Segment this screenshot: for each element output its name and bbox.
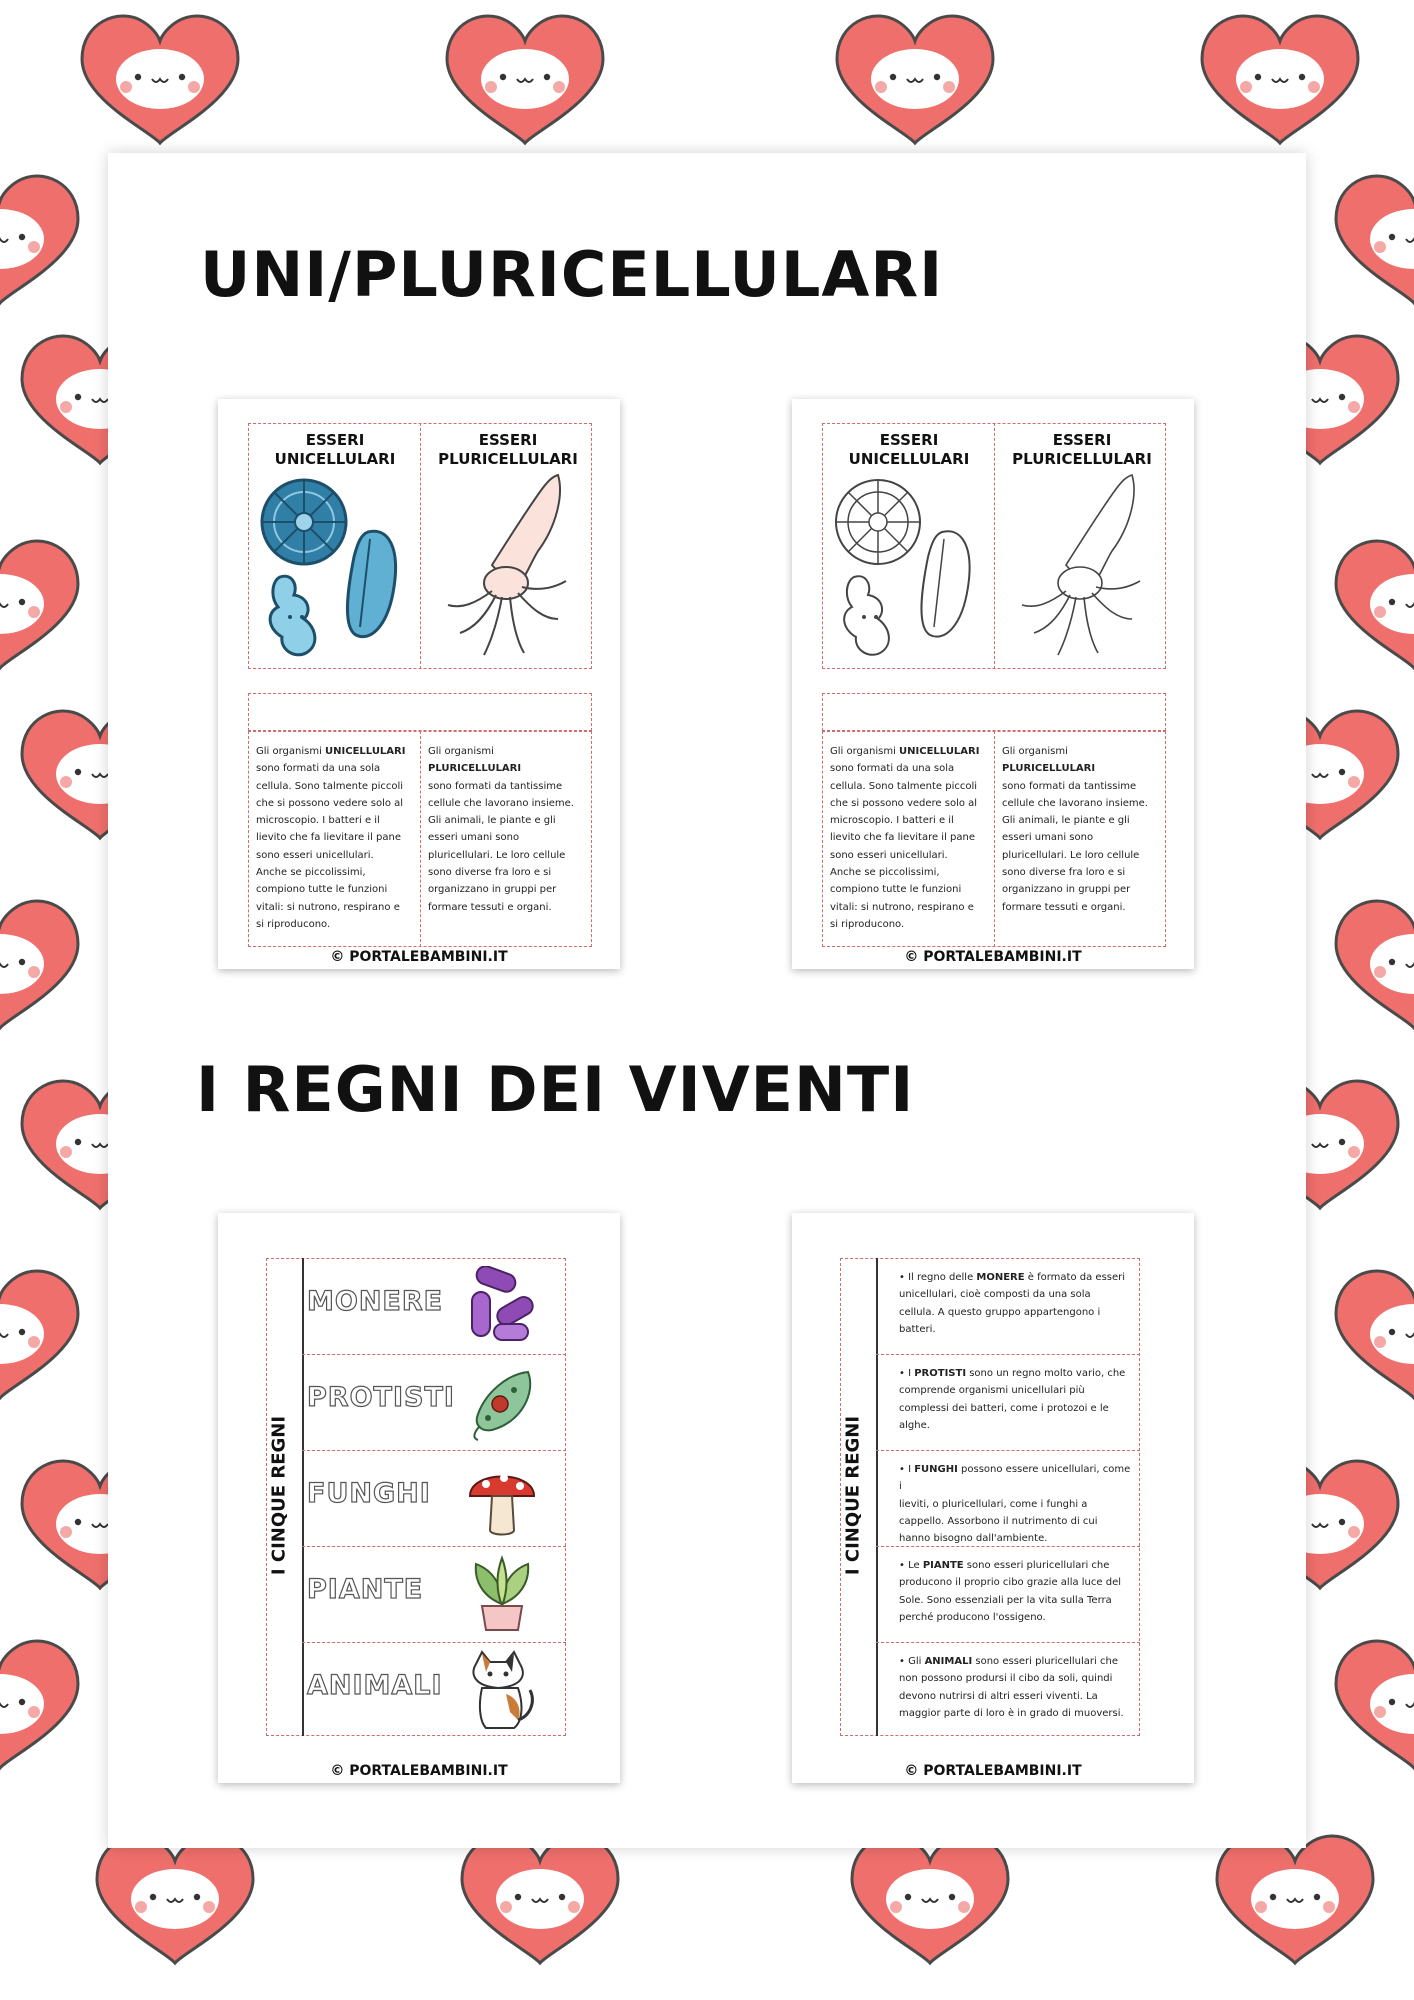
text-line: compiono tutte le funzioni (256, 884, 388, 896)
text-line: che si possono vedere solo al (256, 797, 404, 809)
pluricellular-description (428, 743, 590, 916)
section-title-cells: UNI/PLURICELLULARI (200, 238, 944, 311)
unicellular-organisms-illustration (258, 477, 414, 663)
bold-term: PLURICELLULARI (428, 763, 522, 775)
bold-term: MONERE (976, 1272, 1025, 1283)
unicellular-description (830, 743, 992, 933)
text-line: microscopio. I batteri e il (830, 815, 954, 827)
unicellular-title: ESSERI UNICELLULARI (848, 431, 970, 468)
text-line: unicellulari, cioè composti da una sola (899, 1289, 1091, 1301)
bold-term: UNICELLULARI (899, 746, 980, 757)
text-line: Gli organismi PLURICELLULARI (1002, 746, 1096, 775)
text-line: Anche se piccolissimi, (256, 867, 366, 879)
text-line: cellule che lavorano insieme. (1002, 797, 1148, 809)
text-line: cellula. Sono talmente piccoli (256, 780, 404, 792)
bold-term: UNICELLULARI (325, 746, 406, 757)
text-line: Gli organismi PLURICELLULARI (428, 746, 522, 775)
text-line: Gli organismi UNICELLULARI (830, 746, 980, 757)
text-line: esseri umani sono (428, 832, 520, 844)
unicellular-description (256, 743, 418, 933)
cell-card-color (218, 399, 620, 969)
kingdom-row-monere (303, 1258, 548, 1354)
text-line: cellula. A questo gruppo appartengono i (899, 1306, 1101, 1318)
text-line: vitali: si nutrono, respirano e (830, 901, 974, 913)
section-title-kingdoms: I REGNI DEI VIVENTI (196, 1053, 915, 1126)
text-line: cappello. Assorbono il nutrimento di cui (899, 1515, 1098, 1527)
text-line: cellula. Sono talmente piccoli (830, 780, 978, 792)
text-line: microscopio. I batteri e il (256, 815, 380, 827)
bold-term: PIANTE (922, 1560, 964, 1571)
description-animali (899, 1653, 1131, 1722)
text-line: vitali: si nutrono, respirano e (256, 901, 400, 913)
text-line: hanno bisogno dall'ambiente. (899, 1533, 1048, 1545)
cell-card-outline (792, 399, 1194, 969)
unicellular-title: ESSERI UNICELLULARI (274, 431, 396, 468)
description-piante (899, 1557, 1131, 1626)
text-line: producono il proprio cibo grazie alla luce del (899, 1577, 1122, 1589)
text-line: sono diverse fra loro e si (428, 867, 552, 879)
text-line: Sole. Sono essenziali per la vita sulla Terra (899, 1594, 1112, 1606)
text-line: non possono prodursi il cibo da soli, quindi (899, 1673, 1113, 1685)
unicellular-organisms-outline-illustration (832, 477, 988, 663)
text-line: sono formati da una sola (256, 763, 381, 775)
kingdom-name: MONERE (307, 1286, 444, 1317)
text-line: Gli animali, le piante e gli (1002, 815, 1130, 827)
text-line: lieviti, o pluricellulari, come i funghi a (899, 1498, 1088, 1510)
pluricellular-description (1002, 743, 1164, 916)
pluricellular-title: ESSERI PLURICELLULARI (438, 431, 578, 468)
text-line: • Gli ANIMALI sono esseri pluricellulari che (899, 1656, 1118, 1667)
description-protisti (899, 1365, 1131, 1434)
kingdom-row-protisti (303, 1354, 548, 1450)
squid-outline-illustration (1014, 469, 1154, 663)
text-line: devono nutrirsi di altri esseri viventi. La (899, 1690, 1098, 1702)
text-line: compiono tutte le funzioni (830, 884, 962, 896)
text-line: Anche se piccolissimi, (830, 867, 940, 879)
text-line: sono formati da tantissime (1002, 780, 1137, 792)
text-line: esseri umani sono (1002, 832, 1094, 844)
kingdom-name: PIANTE (307, 1574, 424, 1605)
text-line: Gli animali, le piante e gli (428, 815, 556, 827)
side-label-five-kingdoms: I CINQUE REGNI (842, 1415, 864, 1576)
text-line: lievito che fa lievitare il pane (256, 832, 401, 844)
text-line: • I FUNGHI possono essere unicellulari, come i (899, 1464, 1131, 1493)
plant-icon (466, 1554, 538, 1634)
kingdom-name: ANIMALI (307, 1670, 443, 1701)
text-line: • I PROTISTI sono un regno molto vario, che (899, 1368, 1126, 1379)
text-line: cellule che lavorano insieme. (428, 797, 574, 809)
bold-term: FUNGHI (914, 1464, 958, 1475)
text-line: organizzano in gruppi per (1002, 884, 1131, 896)
text-line: comprende organismi unicellulari più (899, 1385, 1085, 1397)
kingdoms-card-descriptions (792, 1213, 1194, 1783)
copyright-footer: © PORTALEBAMBINI.IT (330, 949, 508, 965)
copyright-footer: © PORTALEBAMBINI.IT (904, 949, 1082, 965)
squid-illustration (440, 469, 580, 663)
bacteria-icon (466, 1266, 538, 1346)
text-line: che si possono vedere solo al (830, 797, 978, 809)
bold-term: PLURICELLULARI (1002, 763, 1096, 775)
worksheet-page (108, 153, 1306, 1848)
text-line: formare tessuti e organi. (428, 901, 552, 913)
bold-term: ANIMALI (924, 1656, 973, 1667)
text-line: batteri. (899, 1323, 936, 1335)
text-line: Gli organismi UNICELLULARI (256, 746, 406, 757)
text-line: si riproducono. (256, 918, 331, 930)
copyright-footer: © PORTALEBAMBINI.IT (330, 1763, 508, 1779)
text-line: pluricellulari. Le loro cellule (1002, 849, 1140, 861)
text-line: alghe. (899, 1419, 930, 1431)
text-line: sono formati da tantissime (428, 780, 563, 792)
kingdom-row-piante (303, 1546, 548, 1642)
kingdom-name: PROTISTI (307, 1382, 455, 1413)
pluricellular-title: ESSERI PLURICELLULARI (1012, 431, 1152, 468)
text-line: • Il regno delle MONERE è formato da esseri (899, 1272, 1126, 1283)
text-line: sono esseri unicellulari. (256, 849, 374, 861)
text-line: si riproducono. (830, 918, 905, 930)
kingdom-row-animali (303, 1642, 548, 1738)
text-line: • Le PIANTE sono esseri pluricellulari che (899, 1560, 1110, 1571)
text-line: pluricellulari. Le loro cellule (428, 849, 566, 861)
text-line: complessi dei batteri, come i protozoi e le (899, 1402, 1109, 1414)
text-line: perché producono l'ossigeno. (899, 1611, 1046, 1623)
kingdom-name: FUNGHI (307, 1478, 431, 1509)
side-label-five-kingdoms: I CINQUE REGNI (268, 1415, 290, 1576)
text-line: maggior parte di loro è in grado di muoversi. (899, 1707, 1124, 1719)
cat-icon (466, 1650, 538, 1730)
protist-icon (466, 1362, 538, 1442)
text-line: sono esseri unicellulari. (830, 849, 948, 861)
kingdoms-card-names (218, 1213, 620, 1783)
text-line: lievito che fa lievitare il pane (830, 832, 975, 844)
text-line: organizzano in gruppi per (428, 884, 557, 896)
blank-label-strip (822, 693, 1166, 731)
bold-term: PROTISTI (914, 1368, 967, 1379)
kingdom-row-funghi (303, 1450, 548, 1546)
description-monere (899, 1269, 1131, 1338)
blank-label-strip (248, 693, 592, 731)
copyright-footer: © PORTALEBAMBINI.IT (904, 1763, 1082, 1779)
text-line: formare tessuti e organi. (1002, 901, 1126, 913)
text-line: sono formati da una sola (830, 763, 955, 775)
description-funghi (899, 1461, 1131, 1547)
mushroom-icon (466, 1458, 538, 1538)
text-line: sono diverse fra loro e si (1002, 867, 1126, 879)
